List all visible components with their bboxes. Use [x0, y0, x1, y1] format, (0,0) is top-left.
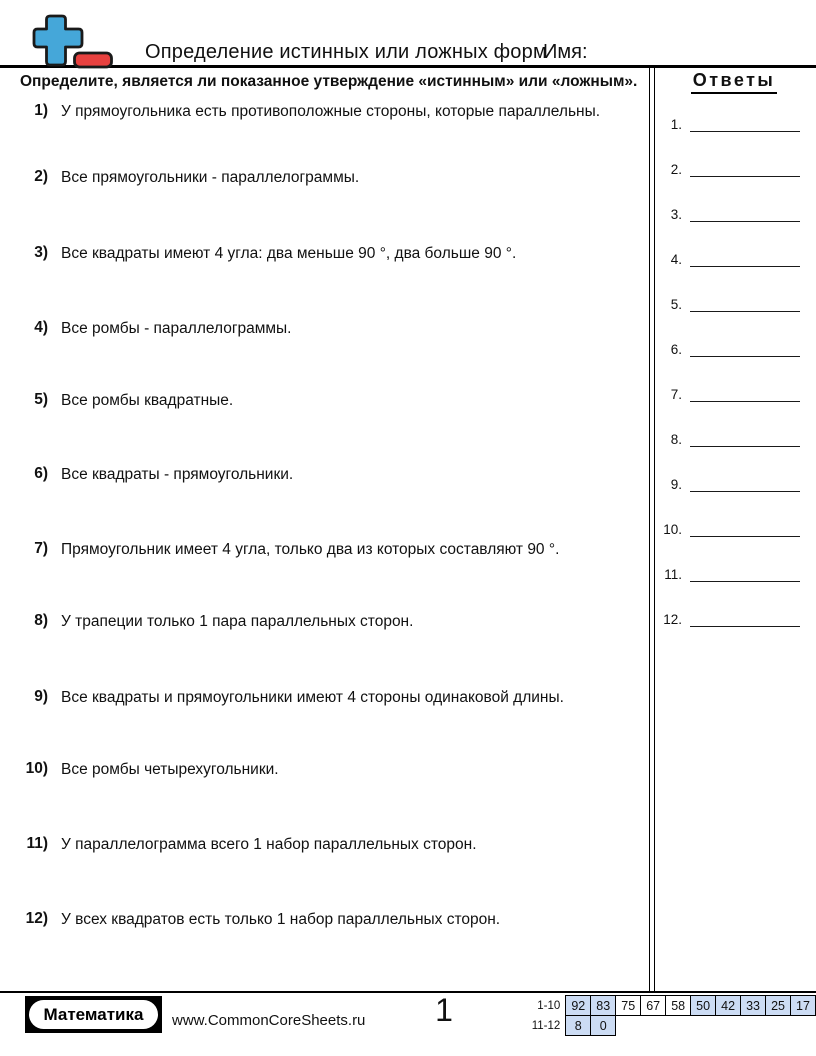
question-text: У прямоугольника есть противоположные стороны, которые параллельны.	[61, 103, 601, 120]
answer-number: 1.	[670, 117, 682, 132]
score-cell: 17	[791, 996, 816, 1016]
answer-number: 8.	[670, 432, 682, 447]
question-row	[0, 688, 648, 707]
answer-row	[658, 611, 808, 627]
question-row	[0, 168, 648, 187]
answer-blank-11[interactable]	[690, 566, 800, 582]
question-text: Все прямоугольники - параллелограммы.	[61, 169, 360, 186]
answer-number: 11.	[664, 567, 682, 582]
brand-badge	[25, 996, 162, 1033]
answer-row	[658, 476, 808, 492]
question-text: Прямоугольник имеет 4 угла, только два из которых составляют 90 °.	[61, 541, 560, 558]
question-number: 7)	[34, 540, 48, 557]
answer-number: 10.	[663, 522, 682, 537]
answer-row	[658, 251, 808, 267]
answer-blank-9[interactable]	[690, 476, 800, 492]
score-cell: 92	[566, 996, 591, 1016]
answer-blank-8[interactable]	[690, 431, 800, 447]
question-row	[0, 391, 648, 410]
question-number: 12)	[25, 910, 48, 927]
answer-row	[658, 386, 808, 402]
answer-number: 3.	[670, 207, 682, 222]
question-number: 10)	[25, 760, 48, 777]
answer-number: 12.	[663, 612, 682, 627]
question-text: Все ромбы - параллелограммы.	[61, 320, 292, 337]
question-row	[0, 612, 648, 631]
answer-blank-4[interactable]	[690, 251, 800, 267]
answer-blank-12[interactable]	[690, 611, 800, 627]
score-cell: 83	[591, 996, 616, 1016]
score-row	[518, 996, 816, 1016]
question-text: Все ромбы квадратные.	[61, 392, 234, 409]
answers-column-divider	[649, 68, 655, 991]
answer-blank-1[interactable]	[690, 116, 800, 132]
answer-blank-2[interactable]	[690, 161, 800, 177]
page-title: Определение истинных или ложных форм	[145, 41, 547, 63]
question-number: 1)	[34, 102, 48, 119]
question-row	[0, 102, 648, 121]
score-row	[518, 1016, 816, 1036]
score-table	[518, 995, 816, 1036]
answer-row	[658, 431, 808, 447]
header-divider	[0, 65, 816, 68]
answer-number: 7.	[670, 387, 682, 402]
answer-number: 5.	[670, 297, 682, 312]
answers-heading	[658, 70, 810, 94]
question-row	[0, 319, 648, 338]
answer-number: 9.	[670, 477, 682, 492]
question-text: У параллелограмма всего 1 набор параллельных сторон.	[61, 836, 477, 853]
question-text: У всех квадратов есть только 1 набор параллельных сторон.	[61, 911, 501, 928]
score-cell: 25	[766, 996, 791, 1016]
score-cell: 67	[641, 996, 666, 1016]
score-row-label: 1-10	[537, 999, 561, 1012]
score-cell: 50	[691, 996, 716, 1016]
score-cell: 0	[591, 1016, 616, 1036]
instruction-text: Определите, является ли показанное утверждение «истинным» или «ложным».	[20, 73, 638, 90]
answers-heading-text: Ответы	[691, 70, 778, 94]
website-url: www.CommonCoreSheets.ru	[172, 1012, 366, 1029]
question-row	[0, 540, 648, 559]
question-text: Все квадраты и прямоугольники имеют 4 стороны одинаковой длины.	[61, 689, 564, 706]
question-row	[0, 760, 648, 779]
question-text: У трапеции только 1 пара параллельных сторон.	[61, 613, 414, 630]
answer-blank-5[interactable]	[690, 296, 800, 312]
commoncoresheets-logo-icon	[28, 13, 116, 76]
answer-blank-3[interactable]	[690, 206, 800, 222]
answer-row	[658, 161, 808, 177]
question-row	[0, 835, 648, 854]
score-cell: 33	[741, 996, 766, 1016]
question-number: 5)	[34, 391, 48, 408]
answer-number: 4.	[670, 252, 682, 267]
brand-label: Математика	[29, 1000, 158, 1029]
question-number: 8)	[34, 612, 48, 629]
answer-row	[658, 296, 808, 312]
question-number: 3)	[34, 244, 48, 261]
question-text: Все квадраты - прямоугольники.	[61, 466, 294, 483]
name-label: Имя:	[543, 41, 588, 63]
answer-number: 2.	[670, 162, 682, 177]
question-text: Все ромбы четырехугольники.	[61, 761, 279, 778]
question-number: 4)	[34, 319, 48, 336]
question-number: 9)	[34, 688, 48, 705]
answer-row	[658, 566, 808, 582]
footer-divider	[0, 991, 816, 993]
question-number: 2)	[34, 168, 48, 185]
answer-blank-7[interactable]	[690, 386, 800, 402]
answer-row	[658, 521, 808, 537]
answer-number: 6.	[670, 342, 682, 357]
question-row	[0, 465, 648, 484]
answer-row	[658, 206, 808, 222]
question-row	[0, 910, 648, 929]
score-row-label: 11-12	[531, 1019, 561, 1032]
score-cell: 42	[716, 996, 741, 1016]
answer-blank-6[interactable]	[690, 341, 800, 357]
answer-row	[658, 116, 808, 132]
question-text: Все квадраты имеют 4 угла: два меньше 90 °, два больше 90 °.	[61, 245, 517, 262]
score-cell: 75	[616, 996, 641, 1016]
answer-row	[658, 341, 808, 357]
score-cell: 58	[666, 996, 691, 1016]
question-number: 6)	[34, 465, 48, 482]
question-number: 11)	[26, 835, 48, 852]
question-row	[0, 244, 648, 263]
answer-blank-10[interactable]	[690, 521, 800, 537]
page-number: 1	[435, 992, 453, 1028]
score-cell: 8	[566, 1016, 591, 1036]
